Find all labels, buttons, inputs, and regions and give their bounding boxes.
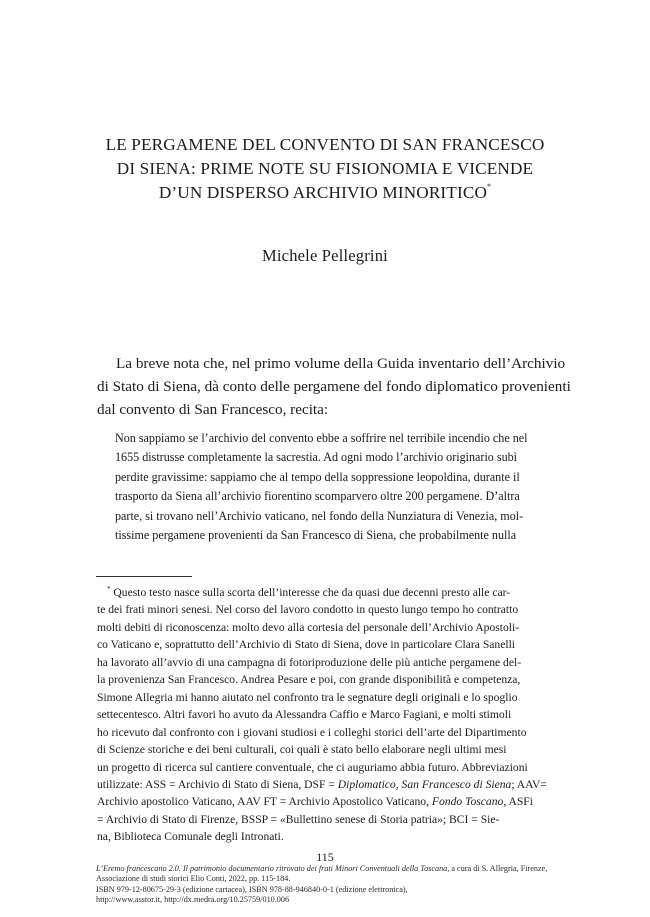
colophon-links[interactable]: http://www.asstor.it, http://dx.medra.org/10.25759/010.006 xyxy=(96,894,290,904)
page-number: 115 xyxy=(316,850,334,864)
colophon-line xyxy=(96,864,556,874)
title-line xyxy=(60,181,590,205)
colophon-isbn: ISBN 979-12-80675-29-3 (edizione cartacea), ISBN 978-88-946840-0-1 (edizione elettronica), xyxy=(96,884,408,894)
abbrev-text: utilizzate: ASS = Archivio di Stato di Siena, DSF = xyxy=(97,777,338,791)
colophon-text: , a cura di S. Allegria, Firenze, xyxy=(447,864,548,873)
footnote-line: la provenienza San Francesco. Andrea Pesare e poi, con grande disponibilità e competenza, xyxy=(97,673,521,687)
intro-line: di Stato di Siena, dà conto delle pergamene del fondo diplomatico provenienti xyxy=(97,378,571,395)
colophon-book-title: L’Eremo francescano 2.0. Il patrimonio documentario ritrovato dei frati Minori Conventuali della Toscana xyxy=(96,864,448,873)
footnote xyxy=(97,584,557,846)
colophon-line: Associazione di studi storici Elio Conti, 2022, pp. 115-184. xyxy=(96,874,291,884)
quote-line: trasporto da Siena all’archivio fiorentino scomparvero oltre 200 pergamene. D’altra xyxy=(115,489,520,504)
article-title xyxy=(60,133,590,205)
footnote-line-text: Questo testo nasce sulla scorta dell’interesse che da quasi due decenni presto alle car- xyxy=(113,586,511,599)
footnote-line xyxy=(97,584,557,601)
quote-line: tissime pergamene provenienti da San Francesco di Siena, che probabilmente nulla xyxy=(115,528,517,543)
footnote-abbrev-line xyxy=(97,776,557,793)
footnote-separator xyxy=(96,576,192,577)
intro-line: dal convento di San Francesco, recita: xyxy=(97,401,329,418)
abbrev-text: Archivio apostolico Vaticano, AAV FT = Archivio Apostolico Vaticano, xyxy=(97,795,432,809)
title-line: LE PERGAMENE DEL CONVENTO DI SAN FRANCESCO xyxy=(105,135,545,154)
footnote-abbrev-line: na, Biblioteca Comunale degli Intronati. xyxy=(97,830,284,844)
footnote-line: molti debiti di riconoscenza: molto devo alla cortesia del personale dell’Archivio Apostoli- xyxy=(97,620,520,634)
abbrev-text: ; AAV= xyxy=(511,777,547,791)
title-line-text: D’UN DISPERSO ARCHIVIO MINORITICO xyxy=(158,183,488,202)
colophon xyxy=(96,864,556,905)
quote-line: parte, si trovano nell’Archivio vaticano, nel fondo della Nunziatura di Venezia, mol- xyxy=(115,508,524,523)
footnote-line: di Scienze storiche e dei beni culturali, coi quali è stato bello elaborare negli ultimi mesi xyxy=(97,743,507,757)
block-quote xyxy=(115,429,555,545)
footnote-mark: * xyxy=(107,585,111,593)
quote-line: 1655 distrusse completamente la sacrestia. Ad ogni modo l’archivio originario subì xyxy=(115,450,518,465)
abbrev-text: , ASFi xyxy=(503,795,533,809)
footnote-line: ha lavorato all’avvio di una campagna di fotoriproduzione delle più antiche pergamene del- xyxy=(97,655,522,669)
footnote-line: settecentesco. Altri favori ho avuto da Alessandra Caffio e Marco Fagiani, e molti stimoli xyxy=(97,708,512,722)
footnote-line: te dei frati minori senesi. Nel corso del lavoro condotto in questo lungo tempo ho contratto xyxy=(97,603,519,617)
footnote-abbrev-line: = Archivio di Stato di Firenze, BSSP = «Bullettino senese di Storia patria»; BCI = Sie- xyxy=(97,812,500,826)
title-line: DI SIENA: PRIME NOTE SU FISIONOMIA E VICENDE xyxy=(116,159,534,178)
author-name: Michele Pellegrini xyxy=(262,246,388,265)
quote-line: perdite gravissime: sappiamo che al tempo della soppressione leopoldina, durante il xyxy=(115,469,520,484)
footnote-line: co Vaticano e, soprattutto dell’Archivio di Stato di Siena, dove in particolare Clara Sanelli xyxy=(97,638,516,652)
footnote-abbrev-line xyxy=(97,793,557,810)
intro-paragraph xyxy=(97,352,571,421)
title-footnote-mark[interactable]: * xyxy=(487,182,492,191)
footnote-line: un progetto di ricerca sul cantiere conventuale, che ci auguriamo abbia futuro. Abbreviazioni xyxy=(97,760,528,774)
intro-line: La breve nota che, nel primo volume della Guida inventario dell’Archivio xyxy=(116,355,566,372)
abbrev-italic: Fondo Toscano xyxy=(431,795,504,809)
footnote-line: ho ricevuto dal confronto con i giovani studiosi e i colleghi storici dell’arte del Dipartimento xyxy=(97,725,527,739)
abbrev-italic: Diplomatico, San Francesco di Siena xyxy=(337,777,512,791)
footnote-line: Simone Allegria mi hanno aiutato nel confronto tra le segnature degli originali e lo spoglio xyxy=(97,690,518,704)
quote-line: Non sappiamo se l’archivio del convento ebbe a soffrire nel terribile incendio che nel xyxy=(115,431,528,445)
